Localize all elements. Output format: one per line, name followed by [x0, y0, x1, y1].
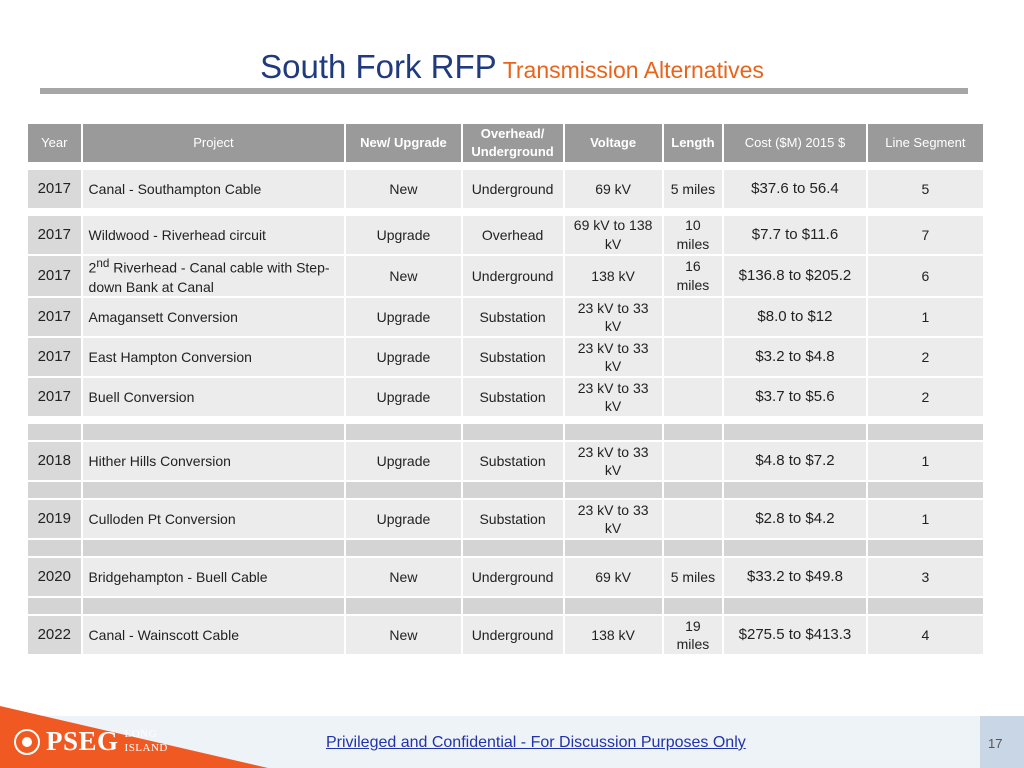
cell-year: 2020 [28, 558, 81, 596]
header-new-upgrade: New/ Upgrade [346, 124, 460, 162]
cell-project: Canal - Southampton Cable [83, 170, 345, 208]
logo-subtext [125, 728, 168, 756]
logo-word: PSEG [46, 726, 119, 756]
header-cost: Cost ($M) 2015 $ [724, 124, 866, 162]
spacer [28, 210, 983, 214]
cell-type: Substation [463, 500, 563, 538]
cell-length: 16 miles [664, 256, 723, 296]
cell-voltage: 69 kV to 138 kV [565, 216, 662, 254]
header-line-segment: Line Segment [868, 124, 983, 162]
cell-type: Underground [463, 170, 563, 208]
cell-year: 2018 [28, 442, 81, 480]
cell-year: 2017 [28, 256, 81, 296]
alternatives-table [26, 122, 985, 656]
cell-segment: 2 [868, 338, 983, 376]
table-row [28, 442, 983, 480]
header-length: Length [664, 124, 723, 162]
cell-segment: 5 [868, 170, 983, 208]
cell-new-upgrade: Upgrade [346, 442, 460, 480]
cell-cost: $8.0 to $12 [724, 298, 866, 336]
cell-segment: 6 [868, 256, 983, 296]
table-row [28, 298, 983, 336]
table-row [28, 500, 983, 538]
cell-voltage: 23 kV to 33 kV [565, 500, 662, 538]
cell-length: 10 miles [664, 216, 723, 254]
blank-row [28, 424, 983, 440]
cell-new-upgrade: Upgrade [346, 378, 460, 416]
cell-length [664, 500, 723, 538]
cell-year: 2017 [28, 298, 81, 336]
cell-voltage: 23 kV to 33 kV [565, 442, 662, 480]
blank-row [28, 540, 983, 556]
title-main: South Fork RFP [260, 48, 497, 85]
cell-year: 2017 [28, 216, 81, 254]
cell-segment: 7 [868, 216, 983, 254]
header-type-line1: Overhead/ [480, 125, 545, 141]
cell-length: 5 miles [664, 170, 723, 208]
cell-year: 2022 [28, 616, 81, 654]
cell-cost: $4.8 to $7.2 [724, 442, 866, 480]
slide-title [0, 48, 1024, 86]
cell-new-upgrade: Upgrade [346, 216, 460, 254]
project-ordinal-number: 2 [88, 259, 97, 276]
page-number: 17 [988, 736, 1003, 751]
table-row [28, 170, 983, 208]
cell-cost: $2.8 to $4.2 [724, 500, 866, 538]
cell-new-upgrade: New [346, 616, 460, 654]
cell-length [664, 298, 723, 336]
table-row [28, 216, 983, 254]
cell-cost: $3.2 to $4.8 [724, 338, 866, 376]
cell-segment: 1 [868, 500, 983, 538]
cell-length [664, 378, 723, 416]
table-row [28, 558, 983, 596]
cell-voltage: 69 kV [565, 170, 662, 208]
cell-cost: $275.5 to $413.3 [724, 616, 866, 654]
logo-line1: LONG [124, 727, 158, 740]
table-header-row [28, 124, 983, 162]
cell-type: Substation [463, 378, 563, 416]
cell-voltage: 23 kV to 33 kV [565, 378, 662, 416]
cell-project: Amagansett Conversion [83, 298, 345, 336]
cell-segment: 1 [868, 298, 983, 336]
table-row [28, 338, 983, 376]
header-year: Year [28, 124, 81, 162]
cell-cost: $33.2 to $49.8 [724, 558, 866, 596]
spacer [28, 164, 983, 168]
pseg-long-island-logo [14, 726, 168, 757]
header-type [463, 124, 563, 162]
cell-new-upgrade: New [346, 256, 460, 296]
sun-icon [14, 729, 40, 755]
cell-year: 2019 [28, 500, 81, 538]
header-type-line2: Underground [471, 144, 554, 159]
header-voltage: Voltage [565, 124, 662, 162]
cell-type: Underground [463, 558, 563, 596]
project-ordinal-suffix: nd [96, 257, 110, 270]
cell-cost: $37.6 to 56.4 [724, 170, 866, 208]
logo-line2: ISLAND [124, 741, 168, 754]
cell-year: 2017 [28, 170, 81, 208]
cell-cost: $7.7 to $11.6 [724, 216, 866, 254]
cell-length [664, 338, 723, 376]
cell-cost: $3.7 to $5.6 [724, 378, 866, 416]
cell-length: 19 miles [664, 616, 723, 654]
cell-length: 5 miles [664, 558, 723, 596]
cell-project: Hither Hills Conversion [83, 442, 345, 480]
cell-project: Culloden Pt Conversion [83, 500, 345, 538]
cell-voltage: 23 kV to 33 kV [565, 338, 662, 376]
cell-project: East Hampton Conversion [83, 338, 345, 376]
cell-project [83, 256, 345, 296]
cell-segment: 1 [868, 442, 983, 480]
cell-project: Canal - Wainscott Cable [83, 616, 345, 654]
table-row [28, 616, 983, 654]
cell-new-upgrade: Upgrade [346, 298, 460, 336]
cell-voltage: 138 kV [565, 616, 662, 654]
title-subtitle: Transmission Alternatives [502, 57, 764, 83]
blank-row [28, 482, 983, 498]
cell-type: Substation [463, 442, 563, 480]
cell-segment: 4 [868, 616, 983, 654]
blank-row [28, 598, 983, 614]
cell-type: Underground [463, 256, 563, 296]
cell-year: 2017 [28, 378, 81, 416]
cell-project: Bridgehampton - Buell Cable [83, 558, 345, 596]
cell-voltage: 69 kV [565, 558, 662, 596]
project-name-rest: Riverhead - Canal cable with Step-down Bank at Canal [88, 259, 330, 295]
cell-type: Overhead [463, 216, 563, 254]
title-divider [40, 88, 968, 94]
table-row [28, 378, 983, 416]
cell-length [664, 442, 723, 480]
cell-voltage: 23 kV to 33 kV [565, 298, 662, 336]
cell-segment: 3 [868, 558, 983, 596]
cell-new-upgrade: Upgrade [346, 338, 460, 376]
cell-type: Substation [463, 338, 563, 376]
cell-type: Substation [463, 298, 563, 336]
cell-cost: $136.8 to $205.2 [724, 256, 866, 296]
table-row [28, 256, 983, 296]
confidentiality-notice: Privileged and Confidential - For Discussion Purposes Only [326, 734, 746, 751]
spacer [28, 418, 983, 422]
cell-year: 2017 [28, 338, 81, 376]
cell-project: Wildwood - Riverhead circuit [83, 216, 345, 254]
cell-project: Buell Conversion [83, 378, 345, 416]
cell-new-upgrade: Upgrade [346, 500, 460, 538]
cell-voltage: 138 kV [565, 256, 662, 296]
cell-type: Underground [463, 616, 563, 654]
header-project: Project [83, 124, 345, 162]
cell-segment: 2 [868, 378, 983, 416]
cell-new-upgrade: New [346, 170, 460, 208]
cell-new-upgrade: New [346, 558, 460, 596]
